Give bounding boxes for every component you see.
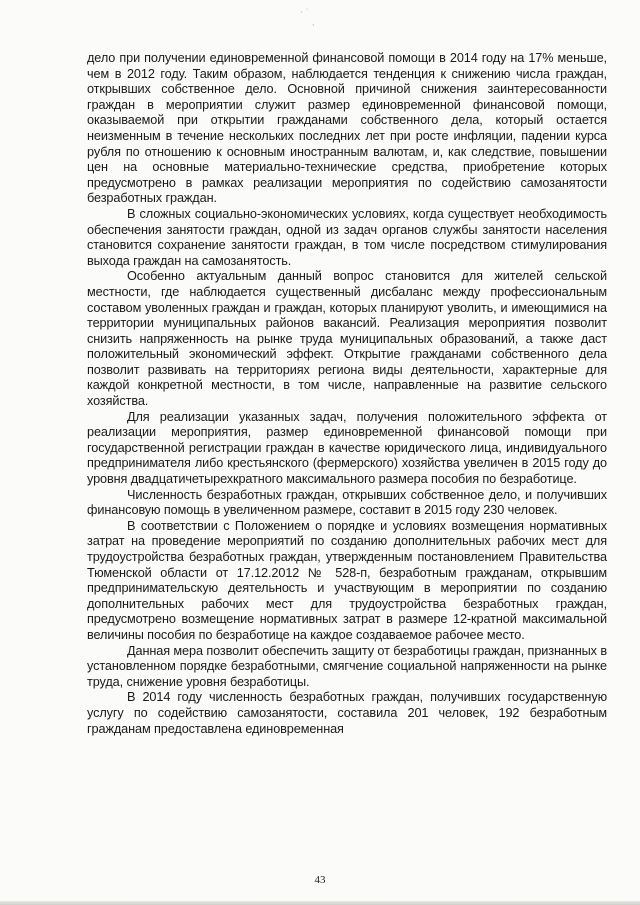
paragraph-6: В соответствии с Положением о порядке и условиях возмещения нормативных затрат на проведение мероприятий по созданию дополнительных рабочих мест для трудоустройства безработных граждан, утвержденным постановлением Правительства Тюменской области от 17.12.2012 № 528-п, безработным гражданам, открывшим предпринимательскую деятельность и участвующим в мероприятии по созданию дополнительных рабочих мест для трудоустройства безработных граждан, предусмотрено возмещение нормативных затрат в размере 12-кратной максимальной величины пособия по безработице на каждое создаваемое рабочее место.	[87, 518, 607, 642]
paragraph-1: дело при получении единовременной финансовой помощи в 2014 году на 17% меньше, чем в 2012 году. Таким образом, наблюдается тенденция к снижению числа граждан, открывших собственное дело. Основной причиной снижения заинтересованности граждан в мероприятии служит размер единовременной финансовой помощи, оказываемой при открытии гражданами собственного дела, который остается неизменным в течение нескольких последних лет при росте инфляции, падении курса рубля по отношению к основным иностранным валютам, и, как следствие, повышении цен на основные материально-технические средства, приобретение которых предусмотрено в рамках реализации мероприятия по содействию самозанятости безработных граждан.	[87, 51, 607, 206]
paragraph-4: Для реализации указанных задач, получения положительного эффекта от реализации мероприятия, размер единовременной финансовой помощи при государственной регистрации граждан в качестве юридического лица, индивидуального предпринимателя либо крестьянского (фермерского) хозяйства увеличен в 2015 году до уровня двадцатичетырехкратного максимального размера пособия по безработице.	[87, 409, 607, 487]
paragraph-2: В сложных социально-экономических условиях, когда существует необходимость обеспечения занятости граждан, одной из задач органов службы занятости населения становится сохранение занятости граждан, в том числе посредством стимулирования выхода граждан на самозанятость.	[87, 206, 607, 268]
paragraph-3: Особенно актуальным данный вопрос становится для жителей сельской местности, где наблюдается существенный дисбаланс между профессиональным составом уволенных граждан и граждан, которых планируют уволить, и имеющимися на территории муниципальных районов вакансий. Реализация мероприятия позволит снизить напряженность на рынке труда муниципальных образований, а также даст положительный экономический эффект. Открытие гражданами собственного дела позволит развивать на территориях региона виды деятельности, характерные для каждой конкретной местности, в том числе, направленные на развитие сельского хозяйства.	[87, 269, 607, 409]
scan-artifact-icon: · ˙	[300, 8, 310, 17]
paragraph-7: Данная мера позволит обеспечить защиту от безработицы граждан, признанных в установленном порядке безработными, смягчение социальной напряженности на рынке труда, снижение уровня безработицы.	[87, 643, 607, 689]
body-text	[87, 51, 607, 737]
scan-artifact-icon: ˌ	[312, 18, 315, 27]
paragraph-8: В 2014 году численность безработных граждан, получивших государственную услугу по содействию самозанятости, составила 201 человек, 192 безработным гражданам предоставлена единовременная	[87, 690, 607, 736]
page-edge	[0, 901, 640, 905]
page-number: 43	[314, 874, 326, 886]
paragraph-5: Численность безработных граждан, открывших собственное дело, и получивших финансовую помощь в увеличенном размере, составит в 2015 году 230 человек.	[87, 487, 607, 518]
